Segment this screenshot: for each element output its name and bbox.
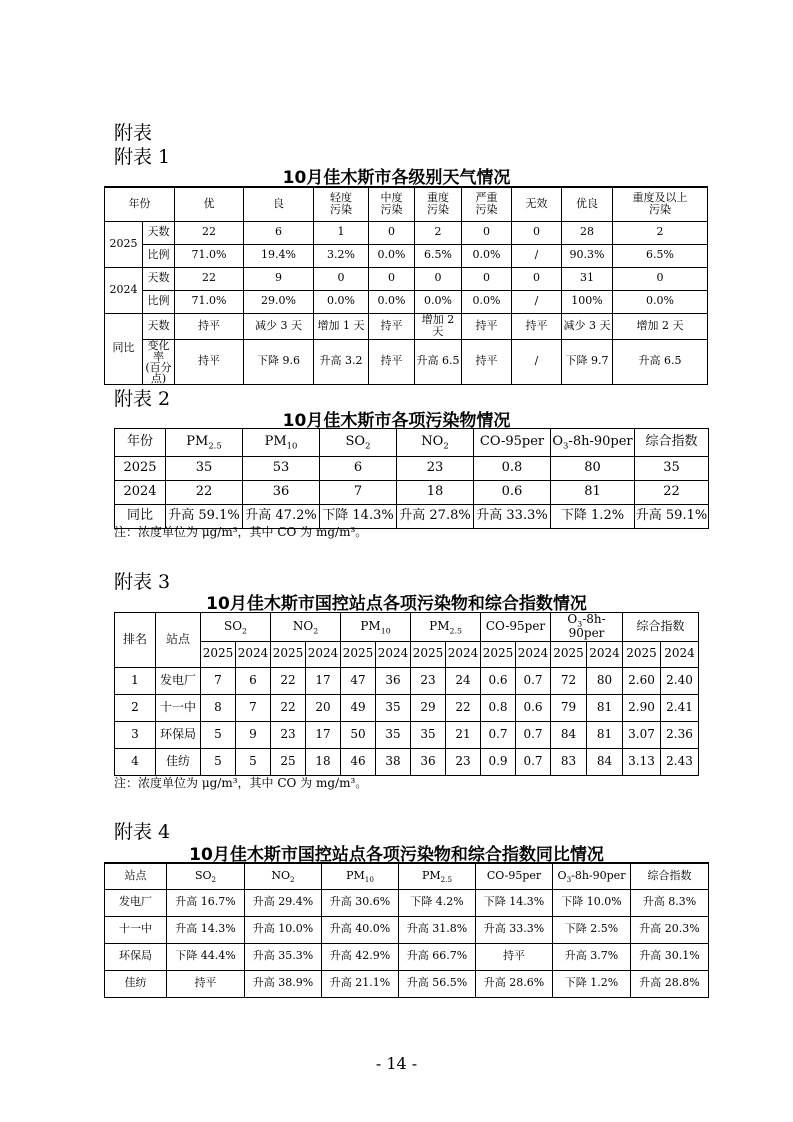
table3-cell: 0.7 — [516, 667, 551, 694]
table2-year: 2025 — [115, 457, 166, 481]
table1-cell: / — [512, 290, 562, 313]
table1-row — [105, 221, 708, 244]
table4-cell: 升高 35.3% — [245, 943, 322, 970]
table3-year-header: 2024 — [236, 641, 271, 667]
table3-cell: 18 — [306, 748, 341, 775]
table4-cell: 升高 42.9% — [322, 943, 399, 970]
table4-cell: 下降 14.3% — [476, 889, 553, 916]
table1-cell: 0 — [512, 267, 562, 290]
table4-cell: 升高 31.8% — [399, 916, 476, 943]
table2-cell: 下降 1.2% — [551, 505, 635, 529]
table1-cell: / — [512, 244, 562, 267]
header-co: CO-95per — [476, 863, 553, 889]
table1-row-label: 比例 — [143, 244, 175, 267]
table3-year-header: 2025 — [623, 641, 661, 667]
table1-row-label: 天数 — [143, 313, 175, 339]
table1-cell: 持平 — [369, 339, 415, 384]
table4-station: 发电厂 — [105, 889, 167, 916]
table4-station: 佳纺 — [105, 970, 167, 997]
table1-cell: 增加 2 天 — [415, 313, 462, 339]
table1-cell: 2 — [415, 221, 462, 244]
table3-cell: 8 — [201, 694, 236, 721]
table1-cell: 31 — [562, 267, 613, 290]
table3-cell: 0.7 — [481, 721, 516, 748]
pollutant-table — [114, 428, 709, 529]
table1-header: 优 — [175, 187, 244, 221]
table1-row — [105, 267, 708, 290]
table1-cell: 0.0% — [613, 290, 708, 313]
table3-cell: 0.6 — [516, 694, 551, 721]
table4-row — [105, 943, 709, 970]
table4-cell: 升高 10.0% — [245, 916, 322, 943]
table1-header: 严重 污染 — [462, 187, 512, 221]
table2-year: 同比 — [115, 505, 166, 529]
header-pm25: $PM_{2.5}$ — [166, 429, 243, 457]
header-pm10: $PM_{10}$ — [243, 429, 320, 457]
table1-cell: 持平 — [369, 313, 415, 339]
table3-station: 环保局 — [156, 721, 201, 748]
table1-cell: 6.5% — [415, 244, 462, 267]
table3-station: 发电厂 — [156, 667, 201, 694]
table2-cell: 22 — [166, 481, 243, 505]
table1-cell: 持平 — [512, 313, 562, 339]
table3-cell: 2.36 — [661, 721, 699, 748]
table3-note: 注：浓度单位为 μg/m³，其中 CO 为 mg/m³。 — [114, 776, 368, 790]
table3-cell: 81 — [587, 721, 623, 748]
table4-cell: 持平 — [167, 970, 245, 997]
table1-cell: 0.0% — [369, 244, 415, 267]
table1-cell: 90.3% — [562, 244, 613, 267]
table4-cell: 持平 — [476, 943, 553, 970]
table1-cell: 升高 6.5 — [613, 339, 708, 384]
table3-header-index: 综合指数 — [623, 613, 699, 642]
table2-cell: 0.8 — [474, 457, 551, 481]
table2-cell: 升高 33.3% — [474, 505, 551, 529]
table3-cell: 50 — [341, 721, 376, 748]
header-no2: $NO_2$ — [271, 613, 341, 642]
table4-title: 10月佳木斯市国控站点各项污染物和综合指数同比情况 — [189, 845, 604, 865]
table2-cell: 23 — [397, 457, 474, 481]
table2-header-year: 年份 — [115, 429, 166, 457]
table3-cell: 2.41 — [661, 694, 699, 721]
table2-cell: 53 — [243, 457, 320, 481]
header-pm10: $PM_{10}$ — [341, 613, 411, 642]
table3-year-header: 2024 — [516, 641, 551, 667]
table1-header: 优良 — [562, 187, 613, 221]
table4-cell: 升高 28.6% — [476, 970, 553, 997]
table1-row-label: 天数 — [143, 221, 175, 244]
table2-cell: 升高 59.1% — [635, 505, 709, 529]
table3-year-header: 2025 — [551, 641, 587, 667]
table1-header: 良 — [244, 187, 314, 221]
table3-cell: 47 — [341, 667, 376, 694]
table3-cell: 5 — [236, 748, 271, 775]
table2-cell: 35 — [635, 457, 709, 481]
table4-cell: 升高 3.7% — [553, 943, 631, 970]
table3-cell: 80 — [587, 667, 623, 694]
table4-cell: 升高 38.9% — [245, 970, 322, 997]
table3-cell: 3.13 — [623, 748, 661, 775]
table4-cell: 升高 30.6% — [322, 889, 399, 916]
table3-cell: 9 — [236, 721, 271, 748]
table2-cell: 36 — [243, 481, 320, 505]
table1-cell: 增加 1 天 — [314, 313, 369, 339]
table3-cell: 23 — [446, 748, 481, 775]
table2-year: 2024 — [115, 481, 166, 505]
table1-header: 中度 污染 — [369, 187, 415, 221]
table1-cell: 0.0% — [415, 290, 462, 313]
table1-cell: 22 — [175, 221, 244, 244]
appendix-4-label: 附表 4 — [114, 821, 171, 843]
table3-cell: 81 — [587, 694, 623, 721]
table3-year-header: 2025 — [201, 641, 236, 667]
table1-cell: 升高 3.2 — [314, 339, 369, 384]
table1-cell: 0.0% — [462, 244, 512, 267]
table4-cell: 升高 29.4% — [245, 889, 322, 916]
table3-year-row — [115, 641, 699, 667]
table1-row-label: 比例 — [143, 290, 175, 313]
table1-header: 无效 — [512, 187, 562, 221]
table3-cell: 22 — [446, 694, 481, 721]
table1-cell: 28 — [562, 221, 613, 244]
table1-cell: 减少 3 天 — [562, 313, 613, 339]
table3-cell: 17 — [306, 721, 341, 748]
table1-cell: 0 — [613, 267, 708, 290]
table1-title: 10月佳木斯市各级别天气情况 — [282, 168, 511, 188]
table2-header-index: 综合指数 — [635, 429, 709, 457]
header-pm25: $PM_{2.5}$ — [399, 863, 476, 889]
table2-row — [115, 481, 709, 505]
header-no2: $NO_2$ — [397, 429, 474, 457]
table4-station: 十一中 — [105, 916, 167, 943]
table1-cell: 0.0% — [314, 290, 369, 313]
table2-cell: 22 — [635, 481, 709, 505]
table1-cell: / — [512, 339, 562, 384]
table3-rank: 4 — [115, 748, 156, 775]
table3-cell: 38 — [376, 748, 411, 775]
table3-header-rank: 排名 — [115, 613, 156, 668]
table1-row — [105, 339, 708, 384]
table1-row — [105, 244, 708, 267]
table3-year-header: 2025 — [341, 641, 376, 667]
table3-cell: 36 — [411, 748, 446, 775]
table3-year-header: 2025 — [481, 641, 516, 667]
table1-cell: 2 — [613, 221, 708, 244]
table1-cell: 0 — [369, 267, 415, 290]
table3-cell: 29 — [411, 694, 446, 721]
table3-cell: 35 — [376, 694, 411, 721]
header-o3: $O_3-8h-90per$ — [553, 863, 631, 889]
table2-cell: 80 — [551, 457, 635, 481]
table2-cell: 升高 27.8% — [397, 505, 474, 529]
table1-cell: 71.0% — [175, 244, 244, 267]
table3-cell: 0.9 — [481, 748, 516, 775]
table4-cell: 升高 30.1% — [631, 943, 709, 970]
table3-cell: 72 — [551, 667, 587, 694]
weather-level-table — [104, 186, 708, 385]
table3-station: 佳纺 — [156, 748, 201, 775]
table1-cell: 持平 — [462, 313, 512, 339]
header-o3: $O_3-8h-90per$ — [551, 613, 623, 642]
table1-cell: 19.4% — [244, 244, 314, 267]
table2-cell: 下降 14.3% — [320, 505, 397, 529]
table1-cell: 22 — [175, 267, 244, 290]
appendix-3-label: 附表 3 — [114, 571, 171, 593]
table3-cell: 21 — [446, 721, 481, 748]
table1-row — [105, 313, 708, 339]
table4-cell: 下降 44.4% — [167, 943, 245, 970]
table3-cell: 25 — [271, 748, 306, 775]
table1-cell: 下降 9.6 — [244, 339, 314, 384]
table3-cell: 0.8 — [481, 694, 516, 721]
table1-cell: 持平 — [175, 313, 244, 339]
header-o3: $O_3-8h-90per$ — [551, 429, 635, 457]
header-co: CO-95per — [481, 613, 551, 642]
station-pollutant-table — [114, 612, 699, 776]
header-so2: $SO_2$ — [167, 863, 245, 889]
table1-header: 轻度 污染 — [314, 187, 369, 221]
table2-title: 10月佳木斯市各项污染物情况 — [282, 411, 511, 431]
table3-cell: 0.6 — [481, 667, 516, 694]
table4-row — [105, 889, 709, 916]
table4-cell: 下降 1.2% — [553, 970, 631, 997]
table1-header: 年份 — [105, 187, 175, 221]
table1-cell: 0 — [462, 221, 512, 244]
table3-cell: 17 — [306, 667, 341, 694]
table3-cell: 0.7 — [516, 721, 551, 748]
table1-row — [105, 290, 708, 313]
table1-cell: 71.0% — [175, 290, 244, 313]
table3-rank: 2 — [115, 694, 156, 721]
appendix-2-label: 附表 2 — [114, 388, 171, 410]
table4-cell: 升高 33.3% — [476, 916, 553, 943]
table3-year-header: 2024 — [587, 641, 623, 667]
table1-cell: 3.2% — [314, 244, 369, 267]
table3-cell: 3.07 — [623, 721, 661, 748]
header-pm25: $PM_{2.5}$ — [411, 613, 481, 642]
table3-cell: 22 — [271, 694, 306, 721]
table1-cell: 0.0% — [369, 290, 415, 313]
table1-cell: 0 — [512, 221, 562, 244]
table3-title: 10月佳木斯市国控站点各项污染物和综合指数情况 — [206, 594, 587, 614]
table3-cell: 35 — [411, 721, 446, 748]
table3-cell: 7 — [236, 694, 271, 721]
header-so2: $SO_2$ — [201, 613, 271, 642]
table1-header: 重度及以上 污染 — [613, 187, 708, 221]
table3-cell: 84 — [587, 748, 623, 775]
table2-cell: 7 — [320, 481, 397, 505]
table4-header-index: 综合指数 — [631, 863, 709, 889]
table4-cell: 升高 14.3% — [167, 916, 245, 943]
table1-cell: 6 — [244, 221, 314, 244]
table1-year: 2025 — [105, 221, 143, 267]
table4-cell: 下降 2.5% — [553, 916, 631, 943]
table1-cell: 0 — [314, 267, 369, 290]
table3-year-header: 2025 — [271, 641, 306, 667]
table2-note: 注：浓度单位为 μg/m³，其中 CO 为 mg/m³。 — [114, 525, 368, 539]
table3-year-header: 2024 — [376, 641, 411, 667]
table4-cell: 升高 40.0% — [322, 916, 399, 943]
appendix-heading: 附表 — [114, 122, 153, 144]
table2-cell: 81 — [551, 481, 635, 505]
table1-header-row — [105, 187, 708, 221]
header-so2: $SO_2$ — [320, 429, 397, 457]
table3-cell: 24 — [446, 667, 481, 694]
table1-cell: 1 — [314, 221, 369, 244]
table2-cell: 0.6 — [474, 481, 551, 505]
table1-cell: 持平 — [175, 339, 244, 384]
table3-rank: 3 — [115, 721, 156, 748]
table3-cell: 23 — [271, 721, 306, 748]
table3-rank: 1 — [115, 667, 156, 694]
table3-cell: 6 — [236, 667, 271, 694]
table4-header-station: 站点 — [105, 863, 167, 889]
table1-header: 重度 污染 — [415, 187, 462, 221]
table3-cell: 46 — [341, 748, 376, 775]
table4-cell: 升高 28.8% — [631, 970, 709, 997]
table3-cell: 2.90 — [623, 694, 661, 721]
table4-cell: 升高 16.7% — [167, 889, 245, 916]
table4-row — [105, 916, 709, 943]
table1-cell: 29.0% — [244, 290, 314, 313]
table2-cell: 35 — [166, 457, 243, 481]
table3-cell: 79 — [551, 694, 587, 721]
header-pm10: $PM_{10}$ — [322, 863, 399, 889]
table2-row — [115, 457, 709, 481]
table3-year-header: 2025 — [411, 641, 446, 667]
table2-cell: 6 — [320, 457, 397, 481]
table1-cell: 0 — [415, 267, 462, 290]
table1-row-label: 天数 — [143, 267, 175, 290]
table3-cell: 2.60 — [623, 667, 661, 694]
table4-cell: 升高 8.3% — [631, 889, 709, 916]
table4-cell: 下降 4.2% — [399, 889, 476, 916]
table3-cell: 2.43 — [661, 748, 699, 775]
table3-cell: 23 — [411, 667, 446, 694]
table3-year-header: 2024 — [661, 641, 699, 667]
table3-row — [115, 667, 699, 694]
table4-cell: 升高 66.7% — [399, 943, 476, 970]
table1-cell: 下降 9.7 — [562, 339, 613, 384]
table4-cell: 升高 56.5% — [399, 970, 476, 997]
table3-cell: 5 — [201, 721, 236, 748]
table4-header-row — [105, 863, 709, 889]
table3-header-station: 站点 — [156, 613, 201, 668]
table3-cell: 49 — [341, 694, 376, 721]
station-yoy-table — [104, 862, 709, 998]
table1-year: 同比 — [105, 313, 143, 384]
table1-cell: 持平 — [462, 339, 512, 384]
table3-cell: 83 — [551, 748, 587, 775]
table2-cell: 升高 59.1% — [166, 505, 243, 529]
table1-cell: 9 — [244, 267, 314, 290]
table3-row — [115, 721, 699, 748]
table4-cell: 升高 21.1% — [322, 970, 399, 997]
appendix-1-label: 附表 1 — [114, 146, 171, 168]
table4-cell: 下降 10.0% — [553, 889, 631, 916]
table1-cell: 增加 2 天 — [613, 313, 708, 339]
table3-year-header: 2024 — [446, 641, 481, 667]
table3-cell: 36 — [376, 667, 411, 694]
table1-cell: 0 — [369, 221, 415, 244]
table3-cell: 20 — [306, 694, 341, 721]
table3-row — [115, 694, 699, 721]
table3-cell: 7 — [201, 667, 236, 694]
header-no2: $NO_2$ — [245, 863, 322, 889]
table1-cell: 减少 3 天 — [244, 313, 314, 339]
table3-year-header: 2024 — [306, 641, 341, 667]
header-co: CO-95per — [474, 429, 551, 457]
table3-row — [115, 748, 699, 775]
table3-cell: 35 — [376, 721, 411, 748]
table1-cell: 6.5% — [613, 244, 708, 267]
table3-cell: 2.40 — [661, 667, 699, 694]
table2-header-row — [115, 429, 709, 457]
table1-cell: 0 — [462, 267, 512, 290]
table1-cell: 100% — [562, 290, 613, 313]
table4-cell: 升高 20.3% — [631, 916, 709, 943]
table3-cell: 84 — [551, 721, 587, 748]
table3-station: 十一中 — [156, 694, 201, 721]
table2-cell: 升高 47.2% — [243, 505, 320, 529]
table4-row — [105, 970, 709, 997]
table3-cell: 22 — [271, 667, 306, 694]
page-number: - 14 - — [375, 1054, 418, 1073]
table1-cell: 升高 6.5 — [415, 339, 462, 384]
table3-cell: 0.7 — [516, 748, 551, 775]
table1-cell: 0.0% — [462, 290, 512, 313]
table3-header-row — [115, 613, 699, 642]
table1-row-label: 变化率 (百分点) — [143, 339, 175, 384]
table1-year: 2024 — [105, 267, 143, 313]
table3-cell: 5 — [201, 748, 236, 775]
table4-station: 环保局 — [105, 943, 167, 970]
table2-cell: 18 — [397, 481, 474, 505]
